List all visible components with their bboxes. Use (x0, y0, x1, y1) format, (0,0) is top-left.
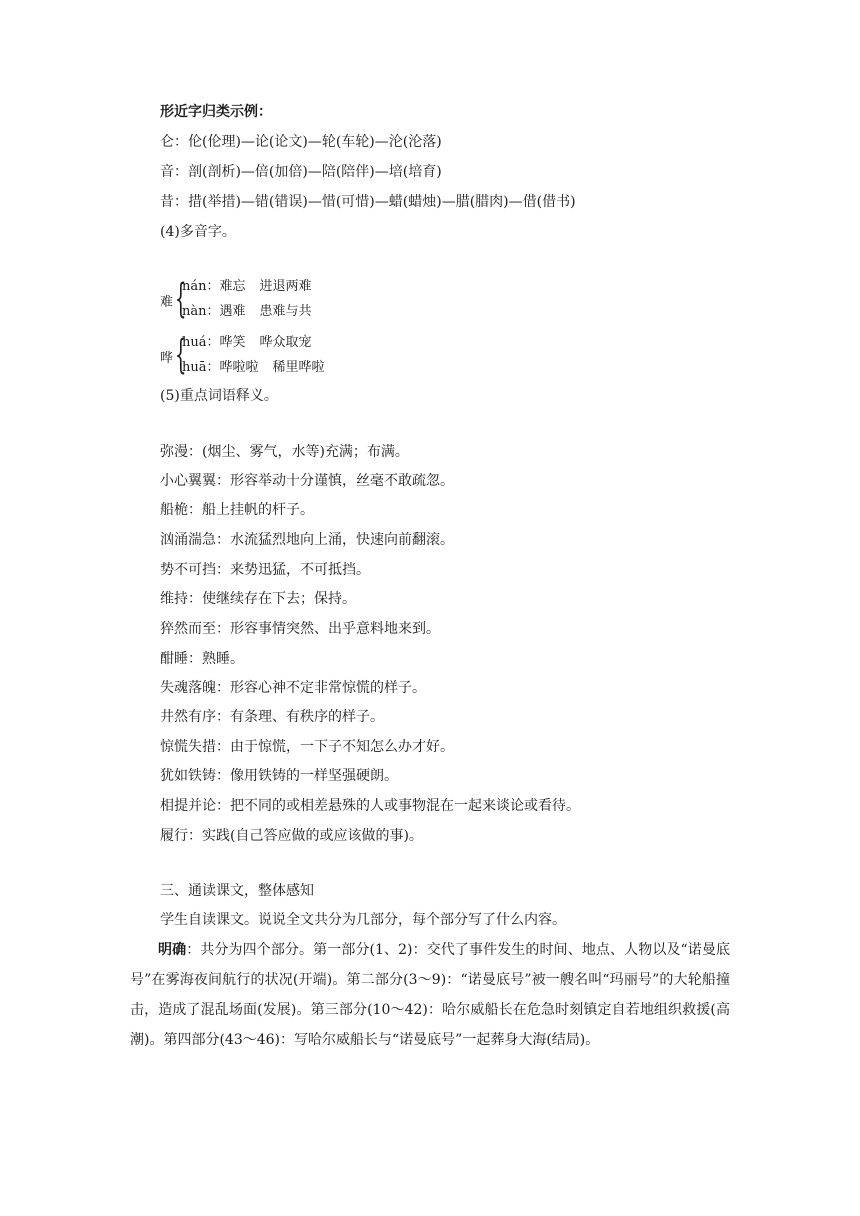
word: 遇难 (219, 304, 246, 319)
pinyin: nàn： (182, 304, 220, 319)
similar-chars-line: 音：剖(剖析)—倍(加倍)—陪(陪伴)—培(培育) (160, 164, 442, 180)
similar-chars-line: 昔：措(举措)—错(错误)—惜(可惜)—蜡(蜡烛)—腊(腊肉)—借(借书) (160, 194, 576, 210)
definition-item: 船桅：船上挂帆的杆子。 (160, 502, 314, 518)
brace-icon: { (175, 276, 187, 322)
word: 难忘 (219, 279, 246, 294)
word: 进退两难 (259, 279, 312, 294)
polyphone-row (182, 303, 312, 321)
definition-item: 猝然而至：形容事情突然、出乎意料地来到。 (160, 621, 440, 637)
section-heading: 三、通读课文，整体感知 (160, 883, 314, 899)
definition-item: 势不可挡：来势迅猛，不可抵挡。 (160, 562, 370, 578)
similar-chars-line: 仑：伦(伦理)—论(论文)—轮(车轮)—沦(沦落) (160, 134, 442, 150)
definition-item: 井然有序：有条理、有秩序的样子。 (160, 709, 384, 725)
polyphone-heading: (4)多音字。 (160, 224, 236, 240)
definition-item: 汹涌湍急：水流猛烈地向上涌，快速向前翻滚。 (160, 532, 454, 548)
definition-item: 犹如铁铸：像用铁铸的一样坚强硬朗。 (160, 768, 398, 784)
brace-icon: { (175, 332, 187, 378)
definition-item: 失魂落魄：形容心神不定非常惊慌的样子。 (160, 680, 426, 696)
definition-item: 酣睡：熟睡。 (160, 651, 244, 667)
answer-label: 明确 (158, 942, 187, 958)
polyphone-row (182, 278, 312, 296)
similar-chars-heading: 形近字归类示例： (160, 104, 272, 120)
polyphone-char: 难 (160, 295, 174, 310)
answer-paragraph (130, 935, 730, 1055)
polyphone-group (160, 278, 410, 324)
section-intro: 学生自读课文。说说全文共分为几部分，每个部分写了什么内容。 (160, 912, 566, 928)
answer-text: ：共分为四个部分。第一部分(1、2)：交代了事件发生的时间、地点、人物以及“诺曼底号”在雾海夜间航行的状况(开端)。第二部分(3～9)：“诺曼底号”被一艘名叫“玛丽号”的大轮船撞击，造成了混乱场面(发展)。第三部分(10～42)：哈尔威船长在危急时刻镇定自若地组织救援(高潮)。第四部分(43～46)：写哈尔威船长与“诺曼底号”一起葬身大海(结局)。 (130, 942, 731, 1048)
pinyin: huá： (182, 335, 220, 350)
pinyin: huā： (182, 360, 220, 375)
word: 患难与共 (259, 304, 312, 319)
polyphone-row (182, 359, 325, 377)
definition-item: 惊慌失措：由于惊慌，一下子不知怎么办才好。 (160, 739, 454, 755)
polyphone-char: 哗 (160, 351, 174, 366)
word: 哗啦啦 (219, 360, 259, 375)
definition-item: 履行：实践(自己答应做的或应该做的事)。 (160, 828, 423, 844)
word: 哗众取宠 (259, 335, 312, 350)
definition-item: 相提并论：把不同的或相差悬殊的人或事物混在一起来谈论或看待。 (160, 798, 580, 814)
word: 稀里哗啦 (272, 360, 325, 375)
definition-item: 弥漫：(烟尘、雾气，水等)充满；布满。 (160, 444, 409, 460)
definition-item: 维持：使继续存在下去；保持。 (160, 591, 356, 607)
pinyin: nán： (182, 279, 220, 294)
polyphone-group (160, 334, 410, 380)
word: 哗笑 (219, 335, 246, 350)
definitions-heading: (5)重点词语释义。 (160, 388, 278, 404)
definition-item: 小心翼翼：形容举动十分谨慎，丝毫不敢疏忽。 (160, 473, 454, 489)
polyphone-row (182, 334, 312, 352)
